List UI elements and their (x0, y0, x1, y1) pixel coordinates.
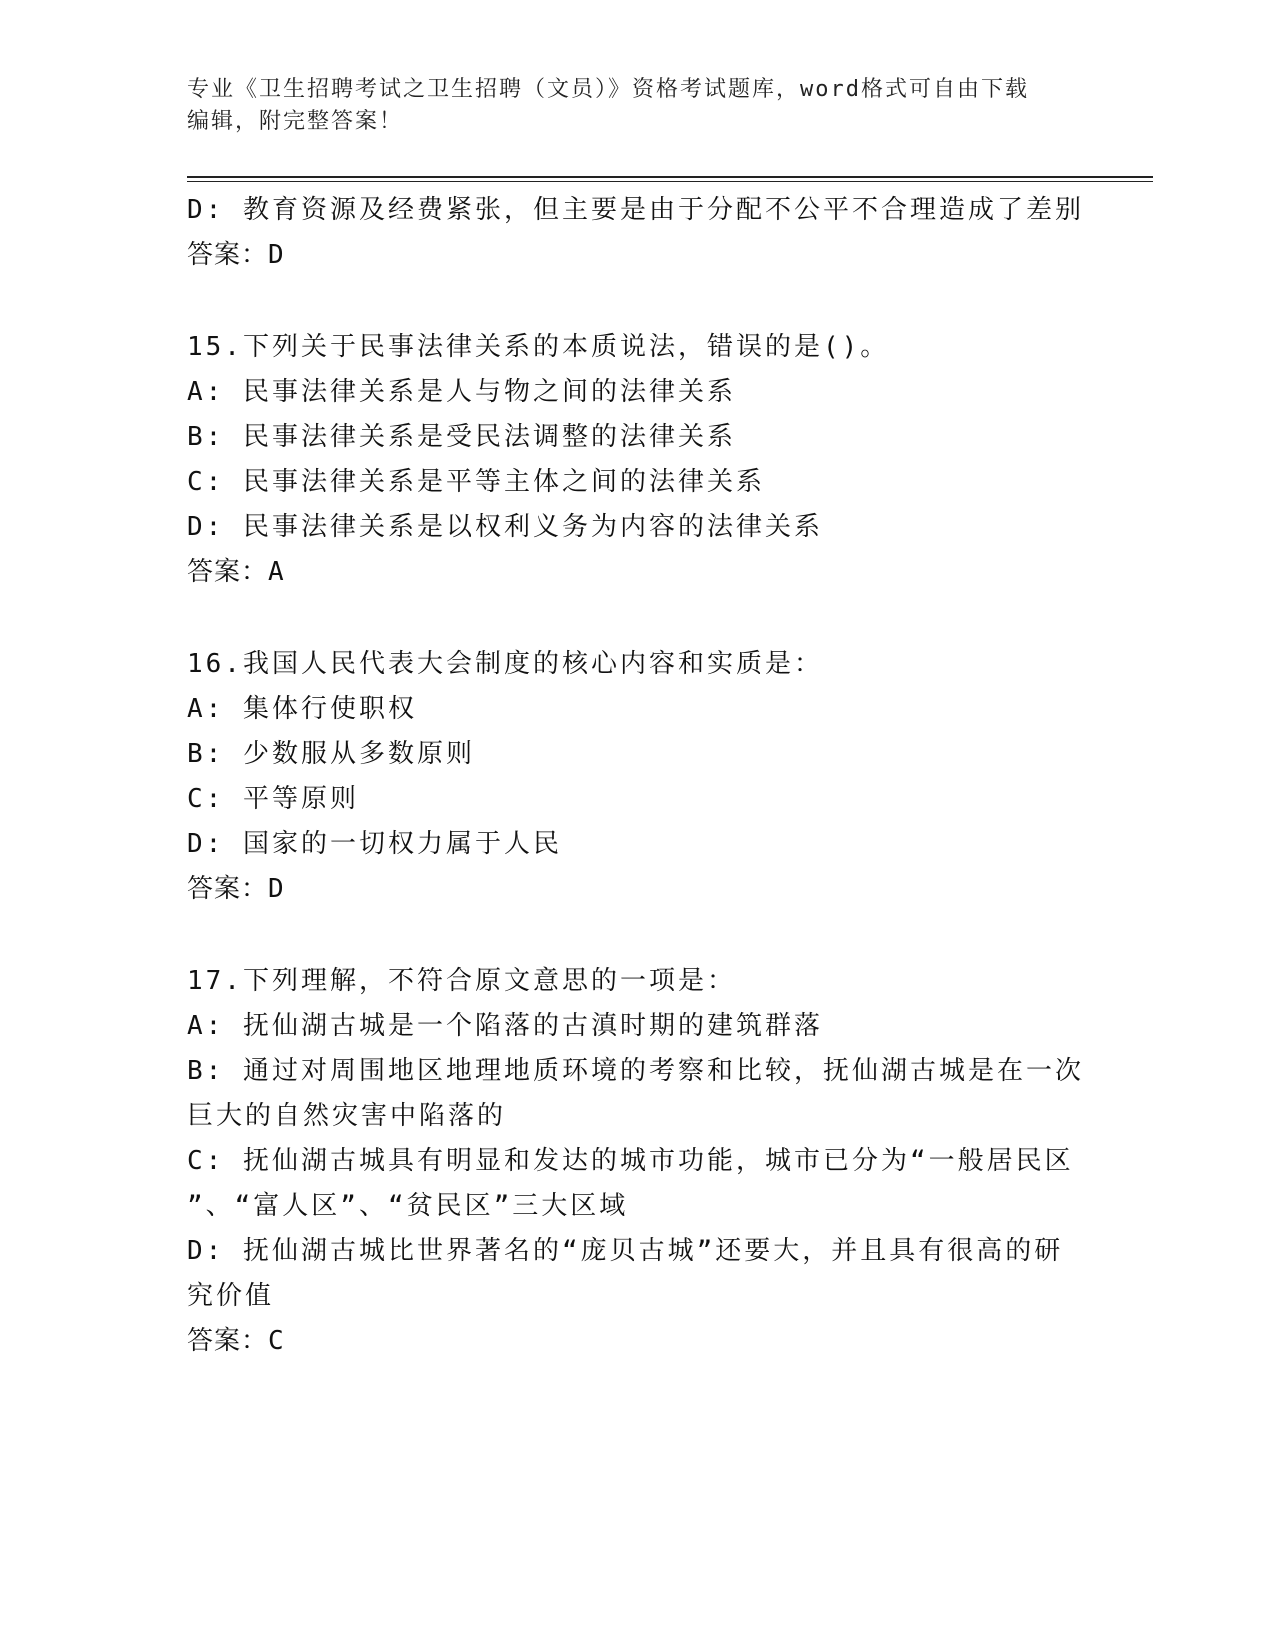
header-divider-thin (187, 181, 1153, 182)
answer-line (187, 867, 1077, 912)
answer-label: 答案： (187, 874, 269, 904)
option-a: A: 民事法律关系是人与物之间的法律关系 (187, 377, 736, 407)
answer-line (187, 1319, 1077, 1364)
page-header (187, 74, 1067, 138)
option-c: C: 平等原则 (187, 784, 359, 814)
header-line-2: 编辑，附完整答案！ (187, 109, 404, 134)
answer-line (187, 550, 1077, 595)
header-line-1: 专业《卫生招聘考试之卫生招聘（文员）》资格考试题库，word格式可自由下载 (187, 77, 1029, 102)
option-c-continued: ”、“富人区”、“贫民区”三大区域 (187, 1191, 629, 1221)
document-body (187, 188, 1084, 1364)
option-c: C: 抚仙湖古城具有明显和发达的城市功能，城市已分为“一般居民区 (187, 1146, 1074, 1176)
question-spacer (187, 595, 1077, 642)
answer-value: D (268, 240, 285, 270)
question-15 (187, 325, 1077, 595)
question-17 (187, 959, 1084, 1364)
option-d: D: 教育资源及经费紧张，但主要是由于分配不公平不合理造成了差别 (187, 195, 1084, 225)
answer-label: 答案： (187, 557, 269, 587)
answer-value: C (268, 1326, 285, 1356)
question-14-tail (187, 188, 1084, 278)
header-divider-thick (187, 176, 1153, 178)
option-b: B: 民事法律关系是受民法调整的法律关系 (187, 422, 736, 452)
option-d: D: 民事法律关系是以权利义务为内容的法律关系 (187, 512, 823, 542)
option-c: C: 民事法律关系是平等主体之间的法律关系 (187, 467, 765, 497)
option-b: B: 通过对周围地区地理地质环境的考察和比较，抚仙湖古城是在一次 (187, 1056, 1084, 1086)
question-spacer (187, 912, 1077, 959)
option-b: B: 少数服从多数原则 (187, 739, 475, 769)
answer-value: A (268, 557, 285, 587)
answer-line (187, 233, 1077, 278)
question-spacer (187, 278, 1077, 325)
answer-label: 答案： (187, 1326, 269, 1356)
question-stem: 17.下列理解，不符合原文意思的一项是： (187, 966, 736, 996)
option-a: A: 集体行使职权 (187, 694, 417, 724)
option-b-continued: 巨大的自然灾害中陷落的 (187, 1101, 507, 1131)
question-stem: 16.我国人民代表大会制度的核心内容和实质是： (187, 649, 823, 679)
question-16 (187, 642, 1077, 912)
question-stem: 15.下列关于民事法律关系的本质说法，错误的是()。 (187, 332, 890, 362)
option-a: A: 抚仙湖古城是一个陷落的古滇时期的建筑群落 (187, 1011, 823, 1041)
answer-value: D (268, 874, 285, 904)
answer-label: 答案： (187, 240, 269, 270)
option-d: D: 抚仙湖古城比世界著名的“庞贝古城”还要大，并且具有很高的研 (187, 1236, 1064, 1266)
option-d-continued: 究价值 (187, 1281, 275, 1311)
option-d: D: 国家的一切权力属于人民 (187, 829, 562, 859)
